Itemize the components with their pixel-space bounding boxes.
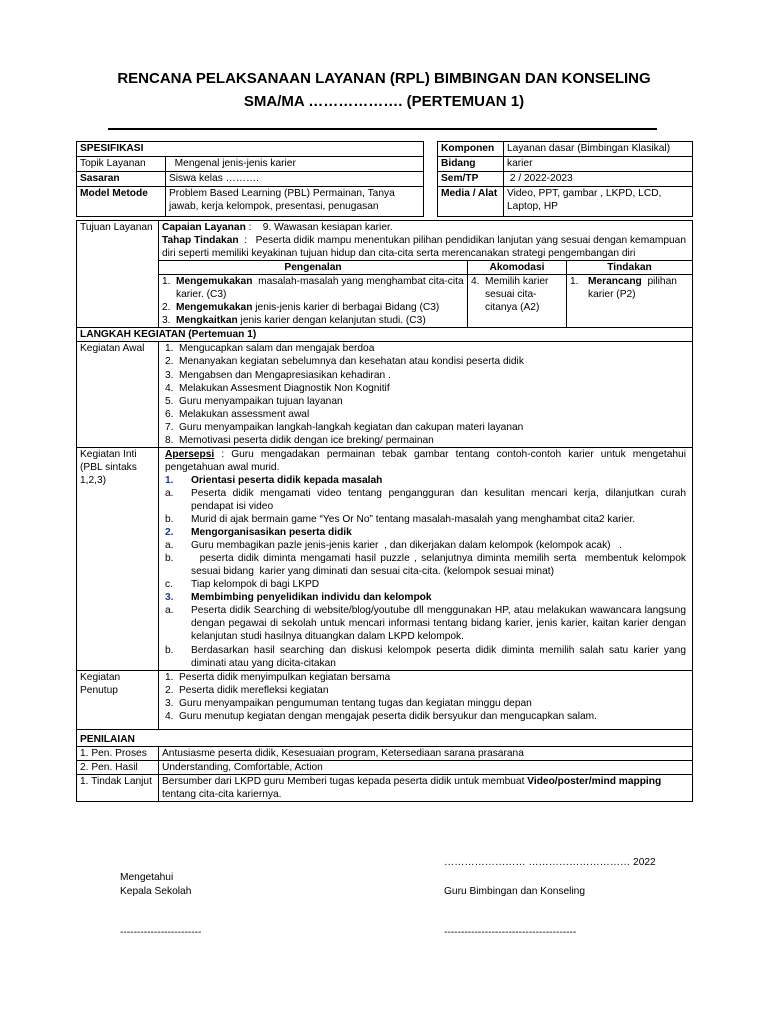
item-number: 4. [471, 276, 480, 288]
inti-label: Kegiatan Inti (PBL sintaks 1,2,3) [77, 447, 159, 670]
item-verb: Merancang [588, 276, 642, 288]
spec-label-topik: Topik Layanan [77, 157, 166, 172]
awal-item: 8. Memotivasi peserta didik dengan ice breking/ permainan [165, 434, 434, 446]
tindak-lanjut-label: 1. Tindak Lanjut [77, 774, 159, 801]
pen-hasil-value: Understanding, Comfortable, Action [159, 760, 693, 774]
step-item: b. peserta didik diminta mengamati hasil puzzle , selanjutnya diminta memilih serta membentuk kelompok sesuai bidang karier yang diminati dan sesuai cita-cita. (kelompok sesuai minat) [165, 553, 689, 578]
awal-label: Kegiatan Awal [77, 342, 159, 447]
step-heading: 1. Orientasi peserta didik kepada masalah [165, 474, 383, 486]
awal-item: 3. Mengabsen dan Mengapresiasikan kehadiran . [165, 369, 391, 381]
pengenalan-item [162, 275, 467, 301]
item-number: 2. [162, 302, 171, 314]
spec-table [76, 141, 424, 217]
col-header-tindakan: Tindakan [567, 261, 693, 275]
item-number: 1. [162, 276, 171, 288]
tujuan-label: Tujuan Layanan [77, 221, 159, 328]
akomodasi-cell [468, 275, 567, 328]
pengenalan-item [162, 301, 464, 314]
apersepsi-label: Apersepsi [165, 448, 215, 460]
step-item: a. Peserta didik Searching di website/blog/youtube dll menggunakan HP, atau melakukan wawancara langsung dengan pegawai di sekolah untuk mencari informasi tentang bidang karier, jenis karier, kaitan karier dengan kelanjutan studi hasilnya dituangkan dalam LKPD kelompok. [165, 605, 686, 643]
signature-guru-bk: Guru Bimbingan dan Konseling [444, 886, 586, 897]
spec-header: SPESIFIKASI [77, 142, 424, 157]
awal-item: 2. Menanyakan kegiatan sebelumnya dan kesehatan atau kondisi peserta didik [165, 356, 524, 368]
apersepsi-text: : Guru mengadakan permainan tebak gambar tentang contoh-contoh karier untuk mengetahui pengetahuan awal murid. [165, 448, 686, 473]
col-header-pengenalan: Pengenalan [159, 261, 468, 275]
main-table [76, 220, 693, 802]
penutup-item: 2. Peserta didik merefleksi kegiatan [165, 684, 329, 696]
page-title-line1: RENCANA PELAKSANAAN LAYANAN (RPL) BIMBINGAN DAN KONSELING [117, 70, 651, 87]
step-item: c. Tiap kelompok di bagi LKPD [165, 579, 320, 591]
comp-value-sem: 2 / 2022-2023 [504, 172, 693, 187]
col-header-akomodasi: Akomodasi [468, 261, 567, 275]
penutup-item: 4. Guru menutup kegiatan dengan mengajak peserta didik bersyukur dan mengucapkan salam. [165, 710, 597, 722]
pengenalan-cell [159, 275, 468, 328]
step-item: b. Berdasarkan hasil searching dan diskusi kelompok peserta didik diminta memilih salah satu karier yang diminati atau yang dicita-citakan [165, 644, 686, 669]
pengenalan-item [162, 314, 464, 327]
spec-value-topik: Mengenal jenis-jenis karier [166, 157, 424, 172]
comp-value-bidang: karier [504, 157, 693, 172]
signature-date: …………………… ………………………… 2022 [444, 857, 656, 868]
spec-label-sasaran: Sasaran [77, 172, 166, 187]
signature-kepala-sekolah: Kepala Sekolah [120, 886, 192, 897]
penutup-label: Kegiatan Penutup [77, 670, 159, 729]
awal-item: 1. Mengucapkan salam dan mengajak berdoa [165, 343, 375, 355]
comp-label-media: Media / Alat [438, 187, 504, 217]
tahap-label: Tahap Tindakan [162, 235, 239, 247]
comp-value-komponen: Layanan dasar (Bimbingan Klasikal) [504, 142, 693, 157]
component-table [437, 141, 693, 217]
apersepsi [165, 448, 686, 474]
penutup-list [159, 670, 693, 729]
awal-list [159, 342, 693, 447]
langkah-header: LANGKAH KEGIATAN (Pertemuan 1) [77, 328, 693, 342]
step-item: b. Murid di ajak bermain game “Yes Or No” tentang masalah-masalah yang menghambat cita2 karier. [165, 514, 636, 526]
item-text: masalah-masalah yang menghambat cita-cita karier. (C3) [176, 276, 467, 301]
item-text: jenis karier dengan kelanjutan studi. (C3) [237, 315, 426, 327]
signature-line-right: --------------------------------------- [444, 927, 577, 938]
awal-item: 6. Melakukan assessment awal [165, 408, 310, 420]
awal-item: 4. Melakukan Assesment Diagnostik Non Kognitif [165, 382, 390, 394]
spec-label-model: Model Metode [77, 187, 166, 217]
item-verb: Mengemukakan [176, 302, 253, 314]
capaian-line [159, 221, 692, 234]
comp-label-bidang: Bidang [438, 157, 504, 172]
tahap-value: : Peserta didik mampu menentukan pilihan pendidikan lanjutan yang sesuai dengan kemampuan diri seperti memiliki keyakinan tujuan hidup dan cita-cita serta merencanakan strategi pengembangan diri [162, 235, 689, 260]
capaian-value: : 9. Wawasan kesiapan karier. [245, 222, 393, 233]
comp-value-media: Video, PPT, gambar , LKPD, LCD, Laptop, HP [504, 187, 693, 217]
item-text: jenis-jenis karier di berbagai Bidang (C3) [252, 302, 440, 314]
item-number: 3. [162, 315, 171, 327]
item-number: 1. [570, 276, 579, 288]
comp-label-sem: Sem/TP [438, 172, 504, 187]
item-verb: Mengemukakan [176, 276, 253, 288]
signature-mengetahui: Mengetahui [120, 872, 174, 883]
pen-hasil-label: 2. Pen. Hasil [77, 760, 159, 774]
item-text: Memilih karier sesuai cita-citanya (A2) [485, 276, 549, 314]
spec-value-model: Problem Based Learning (PBL) Permainan, Tanya jawab, kerja kelompok, presentasi, penugasan [166, 187, 424, 217]
pen-proses-value: Antusiasme peserta didik, Kesesuaian program, Ketersediaan sarana prasarana [159, 746, 693, 760]
pen-proses-label: 1. Pen. Proses [77, 746, 159, 760]
item-verb: Mengkaitkan [176, 315, 238, 327]
step-heading: 2. Mengorganisasikan peserta didik [165, 527, 352, 539]
penutup-item: 3. Guru menyampaikan pengumuman tentang tugas dan kegiatan minggu depan [165, 697, 532, 709]
signature-line-left: ------------------------ [120, 927, 202, 938]
step-heading: 3. Membimbing penyelidikan individu dan kelompok [165, 592, 432, 604]
tujuan-subtable [159, 260, 692, 327]
tindakan-cell [567, 275, 693, 328]
tindak-lanjut-value: Bersumber dari LKPD guru Memberi tugas kepada peserta didik untuk membuat Video/poster/mind mapping tentang cita-cita kariernya. [159, 774, 693, 801]
item-text: pilihan karier (P2) [588, 276, 680, 301]
comp-label-komponen: Komponen [438, 142, 504, 157]
penutup-item: 1. Peserta didik menyimpulkan kegiatan bersama [165, 671, 391, 683]
awal-item: 5. Guru menyampaikan tujuan layanan [165, 395, 343, 407]
awal-item: 7. Guru menyampaikan langkah-langkah kegiatan dan cakupan materi layanan [165, 421, 524, 433]
step-item: a. Guru membagikan pazle jenis-jenis karier , dan dikerjakan dalam kelompok (kelompok acak) . [165, 540, 622, 552]
capaian-label: Capaian Layanan [162, 222, 246, 233]
penilaian-header: PENILAIAN [77, 729, 693, 746]
step-item: a. Peserta didik mengamati video tentang pengangguran dan kesulitan mencari kerja, dilanjutkan curah pendapat isi video [165, 487, 686, 512]
tahap-line [159, 234, 692, 260]
spec-value-sasaran: Siswa kelas ………. [166, 172, 424, 187]
title-divider [108, 128, 657, 130]
inti-content [159, 447, 693, 670]
page-title-line2: SMA/MA ………………. (PERTEMUAN 1) [243, 93, 525, 110]
